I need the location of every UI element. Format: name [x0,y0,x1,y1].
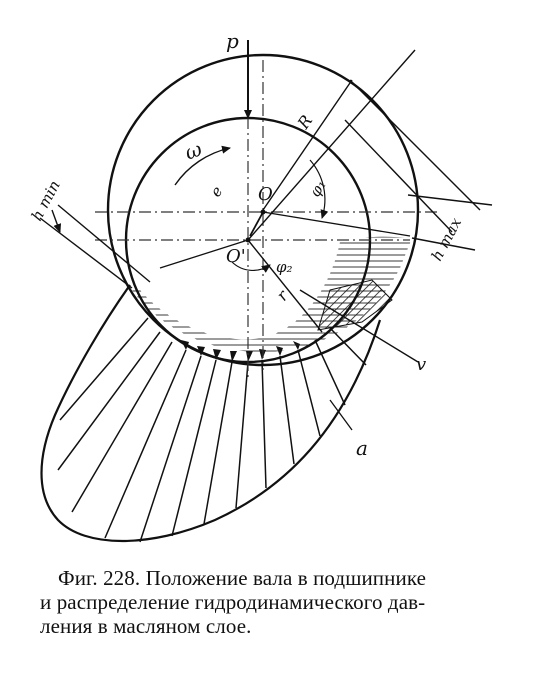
label-phi1: φ₁ [305,176,330,200]
label-O-bearing: O [258,184,273,205]
caption-line-2: и распределение гидродинамического дав- [40,590,426,614]
label-p: p [226,29,239,53]
label-e: e [206,182,227,201]
label-v: v [416,354,427,375]
label-h-max: h max [427,214,466,264]
caption-line-1: Фиг. 228. Положение вала в подшипнике [58,566,427,590]
label-r: r [272,286,292,305]
label-R: R [293,111,317,133]
label-h-min: h min [27,177,64,224]
bearing-center-point [261,210,266,215]
label-a: a [356,436,368,460]
radius-r [248,240,322,332]
shaft-center-point [246,238,251,243]
caption-line-3: ления в масляном слое. [40,614,252,638]
h-min-dimension [40,205,150,288]
pressure-rays [58,318,366,542]
label-omega: ω [181,136,206,165]
phi1-line [263,212,410,236]
a-pointer [330,400,352,430]
eccentricity-line [250,214,262,236]
label-phi2: φ₂ [276,258,293,276]
label-O-shaft: O' [226,246,246,267]
figure-caption [40,566,510,638]
